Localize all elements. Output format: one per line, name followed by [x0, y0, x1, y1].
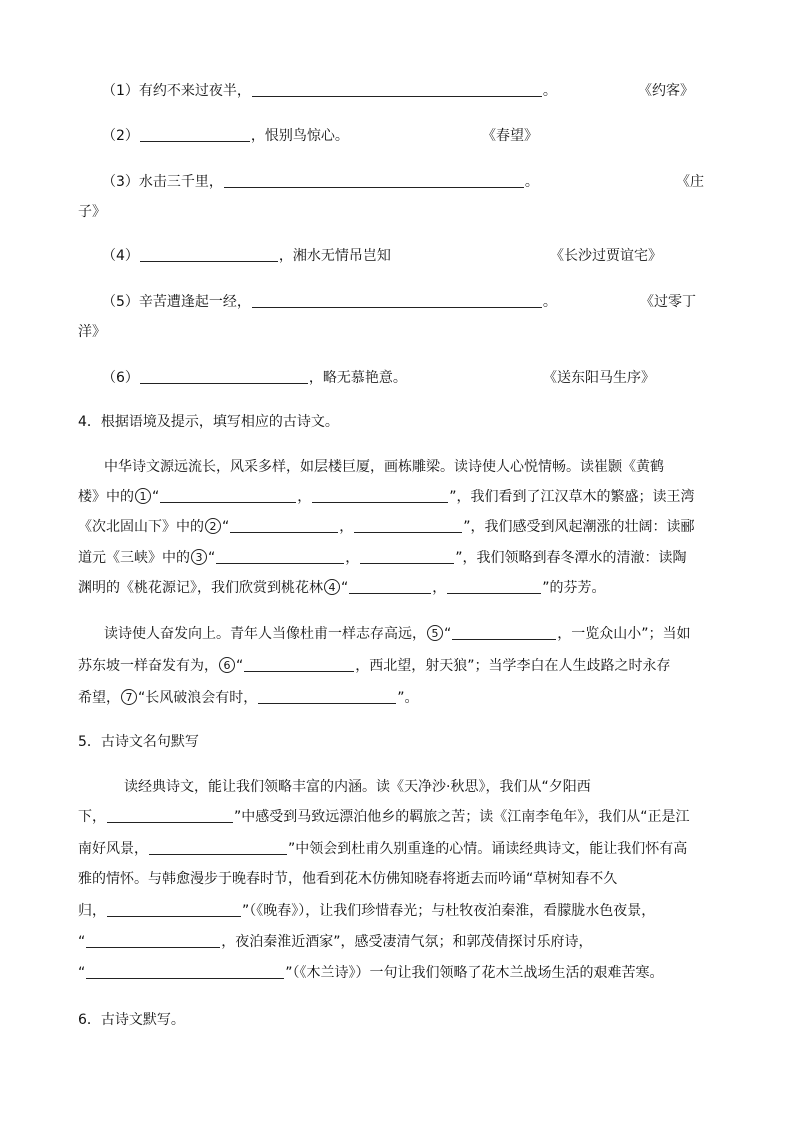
answer-blank[interactable]	[107, 915, 241, 917]
answer-blank[interactable]	[86, 946, 220, 948]
circled-number: 1	[135, 488, 151, 504]
item-source: 《长沙过贾谊宅》	[550, 248, 662, 264]
answer-blank[interactable]	[230, 531, 338, 533]
q3-item-1: （1）有约不来过夜半， 。	[102, 83, 557, 99]
q6-heading: 6．古诗文默写。	[78, 1012, 185, 1028]
q4-p1-line3: 《次北固山下》中的 2 “ ， ”，我们感受到风起潮涨的壮阔：读郦	[78, 519, 695, 535]
answer-blank[interactable]	[360, 562, 454, 564]
q3-item-3: （3）水击三千里， 。	[102, 174, 539, 190]
answer-blank[interactable]	[140, 140, 250, 142]
answer-blank[interactable]	[149, 853, 287, 855]
answer-blank[interactable]	[140, 260, 278, 262]
item-source: 《过零丁	[640, 294, 696, 310]
answer-blank[interactable]	[252, 95, 542, 97]
item-source-cont: 子》	[78, 204, 106, 220]
answer-blank[interactable]	[244, 670, 354, 672]
q3-item-5: （5）辛苦遭逢起一经， 。	[102, 294, 557, 310]
item-num: （6）	[102, 370, 139, 386]
item-num: （1）	[102, 83, 139, 99]
item-source: 《春望》	[482, 128, 538, 144]
q3-item-6: （6） ，略无慕艳意。	[102, 370, 407, 386]
item-source: 《庄	[676, 174, 704, 190]
answer-blank[interactable]	[258, 702, 396, 704]
q3-item-2: （2） ，恨别鸟惊心。	[102, 128, 349, 144]
q5-heading: 5．古诗文名句默写	[78, 734, 199, 750]
q5-line1: 读经典诗文，能让我们领略丰富的内涵。读《天净沙·秋思》，我们从“夕阳西	[124, 779, 591, 795]
q5-line5: 归， ”（《晚春》），让我们珍惜春光；与杜牧夜泊秦淮，看朦胧水色夜景，	[78, 903, 656, 919]
q5-line6: “ ，夜泊秦淮近酒家”，感受凄清气氛；和郭茂倩探讨乐府诗，	[78, 934, 593, 950]
answer-blank[interactable]	[252, 306, 542, 308]
q4-p1-line4: 道元《三峡》中的 3 “ ， ”，我们领略到春冬潭水的清澈：读陶	[78, 550, 687, 566]
item-num: （4）	[102, 248, 139, 264]
q4-p2-line3: 希望， 7 “长风破浪会有时， ”。	[78, 690, 419, 706]
q4-p2-line1: 读诗使人奋发向上。青年人当像杜甫一样志存高远， 5 “ ，一览众山小”；当如	[104, 626, 691, 642]
answer-blank[interactable]	[86, 977, 284, 979]
answer-blank[interactable]	[160, 501, 296, 503]
item-source: 《送东阳马生序》	[543, 370, 655, 386]
answer-blank[interactable]	[224, 186, 524, 188]
answer-blank[interactable]	[349, 592, 431, 594]
circled-number: 4	[324, 579, 340, 595]
q4-p1-line2: 楼》中的 1 “ ， ”，我们看到了江汉草木的繁盛；读王湾	[78, 489, 695, 505]
q3-item-4: （4） ，湘水无情吊岂知	[102, 248, 391, 264]
item-num: （3）	[102, 174, 139, 190]
answer-blank[interactable]	[312, 501, 448, 503]
circled-number: 6	[219, 657, 235, 673]
q5-line2: 下， ”中感受到马致远漂泊他乡的羁旅之苦；读《江南李龟年》，我们从“正是江	[78, 809, 690, 825]
q5-line7: “ ”（《木兰诗》）一句让我们领略了花木兰战场生活的艰难苦寒。	[78, 965, 664, 981]
answer-blank[interactable]	[216, 562, 344, 564]
circled-number: 3	[191, 549, 207, 565]
q4-p2-line2: 苏东坡一样奋发有为， 6 “ ，西北望，射天狼”；当学李白在人生歧路之时永存	[78, 658, 671, 674]
item-source: 《约客》	[638, 83, 694, 99]
q5-line3: 南好风景， ”中领会到杜甫久别重逢的心情。诵读经典诗文，能让我们怀有高	[78, 841, 688, 857]
circled-number: 7	[121, 689, 137, 705]
answer-blank[interactable]	[107, 821, 233, 823]
circled-number: 2	[205, 518, 221, 534]
answer-blank[interactable]	[354, 531, 462, 533]
item-source-cont: 洋》	[78, 324, 106, 340]
circled-number: 5	[427, 625, 443, 641]
item-num: （2）	[102, 128, 139, 144]
item-num: （5）	[102, 294, 139, 310]
q5-line4: 雅的情怀。与韩愈漫步于晚春时节，他看到花木仿佛知晓春将逝去而吟诵“草树知春不久	[78, 871, 618, 887]
q4-p1-line1: 中华诗文源远流长，风采多样，如层楼巨厦，画栋雕梁。读诗使人心悦情畅。读崔颢《黄鹤	[104, 459, 664, 475]
answer-blank[interactable]	[140, 382, 308, 384]
q4-p1-line5: 渊明的《桃花源记》，我们欣赏到桃花林 4 “ ， ”的芬芳。	[78, 580, 606, 596]
answer-blank[interactable]	[447, 592, 541, 594]
answer-blank[interactable]	[452, 638, 556, 640]
q4-heading: 4．根据语境及提示，填写相应的古诗文。	[78, 414, 339, 430]
